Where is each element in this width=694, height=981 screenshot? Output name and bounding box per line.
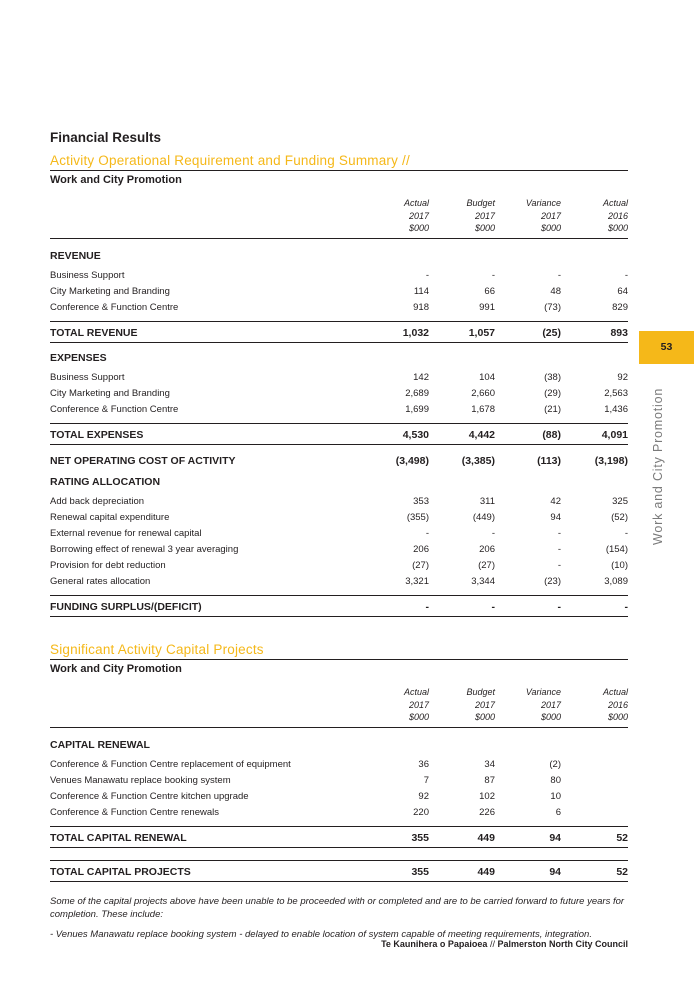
table-row: Add back depreciation 353 311 42 325 bbox=[50, 496, 628, 507]
table-row: Conference & Function Centre 918 991 (73) 829 bbox=[50, 302, 628, 313]
net-cost-row: NET OPERATING COST OF ACTIVITY (3,498) (3,385) (113) (3,198) bbox=[50, 455, 628, 467]
grand-total-row: TOTAL CAPITAL PROJECTS 355 449 94 52 bbox=[50, 860, 628, 882]
table-row: Venues Manawatu replace booking system 7 87 80 bbox=[50, 775, 561, 786]
section-rule bbox=[50, 170, 628, 171]
total-row: TOTAL EXPENSES 4,530 4,442 (88) 4,091 bbox=[50, 423, 628, 445]
table-row: Business Support 142 104 (38) 92 bbox=[50, 372, 628, 383]
booking-system-note: - Venues Manawatu replace booking system - delayed to enable location of system capable of meeting requirements, integration. bbox=[50, 929, 592, 940]
table-header bbox=[50, 197, 628, 237]
operational-table bbox=[50, 197, 628, 617]
table-row: City Marketing and Branding 114 66 48 64 bbox=[50, 286, 628, 297]
table-row: Conference & Function Centre renewals 220 226 6 bbox=[50, 807, 561, 818]
total-row: TOTAL CAPITAL RENEWAL 355 449 94 52 bbox=[50, 826, 628, 848]
capital-subtitle: Work and City Promotion bbox=[50, 663, 182, 675]
table-row: Borrowing effect of renewal 3 year averaging 206 206 - (154) bbox=[50, 544, 628, 555]
page-heading: Financial Results bbox=[50, 130, 162, 145]
column-header: Budget 2017 $000 bbox=[466, 198, 495, 233]
category-heading: EXPENSES bbox=[50, 352, 107, 364]
column-header: Actual 2017 $000 bbox=[403, 687, 429, 722]
section-rule bbox=[50, 659, 628, 660]
capital-section-title: Significant Activity Capital Projects bbox=[50, 642, 264, 657]
category-heading: CAPITAL RENEWAL bbox=[50, 739, 150, 751]
side-section-label: Work and City Promotion bbox=[651, 387, 665, 545]
table-row: Conference & Function Centre 1,699 1,678 (21) 1,436 bbox=[50, 404, 628, 415]
total-row: TOTAL REVENUE 1,032 1,057 (25) 893 bbox=[50, 321, 628, 343]
carry-forward-note: Some of the capital projects above have been unable to be proceeded with or completed and are to be carried forward to future years for completion. These include: bbox=[50, 896, 625, 920]
column-header: Actual 2017 $000 bbox=[403, 198, 429, 233]
column-header: Variance 2017 $000 bbox=[525, 198, 561, 233]
table-row: Provision for debt reduction (27) (27) - (10) bbox=[50, 560, 628, 571]
table-row: City Marketing and Branding 2,689 2,660 (29) 2,563 bbox=[50, 388, 628, 399]
table-row: External revenue for renewal capital - - - - bbox=[50, 528, 628, 539]
footer bbox=[381, 939, 628, 949]
category-heading: RATING ALLOCATION bbox=[50, 476, 161, 488]
table-row: Conference & Function Centre kitchen upgrade 92 102 10 bbox=[50, 791, 561, 802]
capital-table bbox=[50, 686, 628, 882]
operational-subtitle: Work and City Promotion bbox=[50, 174, 182, 186]
table-header bbox=[50, 686, 628, 726]
footer-council-name: Palmerston North City Council bbox=[497, 939, 628, 949]
footer-maori-name: Te Kaunihera o Papaioea bbox=[381, 939, 488, 949]
column-header: Variance 2017 $000 bbox=[525, 687, 561, 722]
page-number-tab: 53 bbox=[639, 331, 694, 364]
column-header: Actual 2016 $000 bbox=[602, 198, 628, 233]
table-row: General rates allocation 3,321 3,344 (23) 3,089 bbox=[50, 576, 628, 587]
table-row: Renewal capital expenditure (355) (449) 94 (52) bbox=[50, 512, 628, 523]
footer-separator: // bbox=[489, 939, 495, 949]
category-heading: REVENUE bbox=[50, 250, 101, 262]
table-row: Conference & Function Centre replacement of equipment 36 34 (2) bbox=[50, 759, 561, 770]
total-row: FUNDING SURPLUS/(DEFICIT) - - - - bbox=[50, 595, 628, 617]
column-header: Budget 2017 $000 bbox=[466, 687, 495, 722]
operational-section-title: Activity Operational Requirement and Funding Summary // bbox=[50, 153, 410, 168]
column-header: Actual 2016 $000 bbox=[602, 687, 628, 722]
table-row: Business Support - - - - bbox=[50, 270, 628, 281]
